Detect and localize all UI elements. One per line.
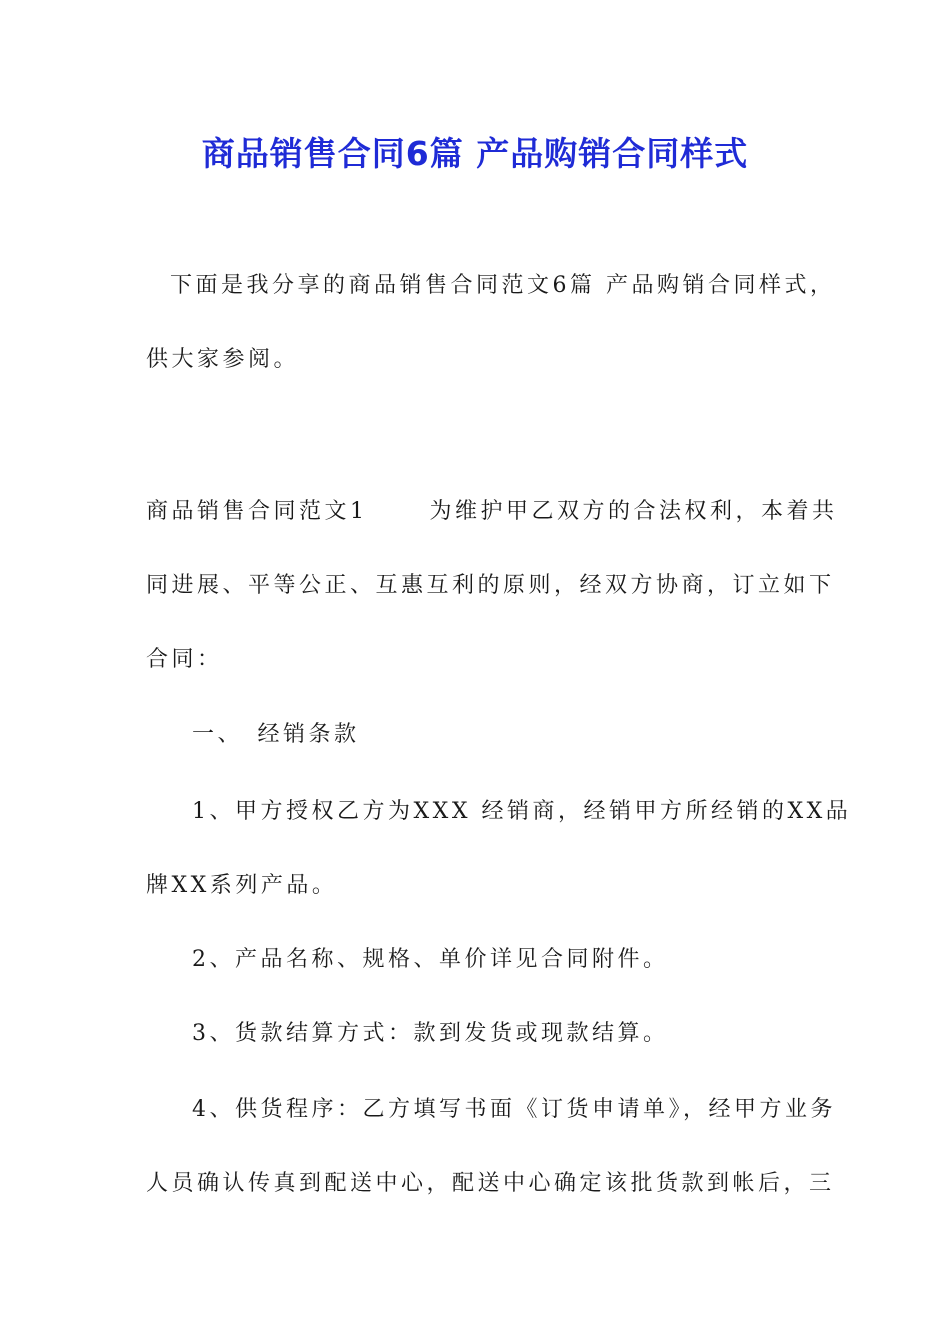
clause-4-line-2: 人员确认传真到配送中心，配送中心确定该批货款到帐后，三 bbox=[146, 1171, 835, 1196]
sample-1-heading: 商品销售合同范文1 bbox=[146, 499, 368, 524]
section-1-heading: 一、 经销条款 bbox=[192, 722, 360, 747]
intro-line-2: 供大家参阅。 bbox=[146, 347, 300, 372]
clause-4-line-1: 4、供货程序：乙方填写书面《订货申请单》，经甲方业务 bbox=[192, 1097, 836, 1122]
clause-1-line-2: 牌XX系列产品。 bbox=[146, 873, 338, 898]
clause-3-line-1: 3、货款结算方式：款到发货或现款结算。 bbox=[192, 1021, 669, 1046]
clause-2-line-1: 2、产品名称、规格、单价详见合同附件。 bbox=[192, 947, 669, 972]
sample-1-text: 为维护甲乙双方的合法权利，本着共 bbox=[429, 499, 838, 524]
document-title: 商品销售合同6篇 产品购销合同样式 bbox=[201, 134, 749, 173]
clause-1-line-1: 1、甲方授权乙方为XXX 经销商，经销甲方所经销的XX品 bbox=[192, 799, 852, 824]
sample-1-line-2: 同进展、平等公正、互惠互利的原则，经双方协商，订立如下 bbox=[146, 573, 835, 598]
sample-1-line-1 bbox=[146, 494, 838, 525]
intro-line-1: 下面是我分享的商品销售合同范文6篇 产品购销合同样式， bbox=[170, 273, 836, 298]
sample-1-line-3: 合同： bbox=[146, 647, 223, 672]
